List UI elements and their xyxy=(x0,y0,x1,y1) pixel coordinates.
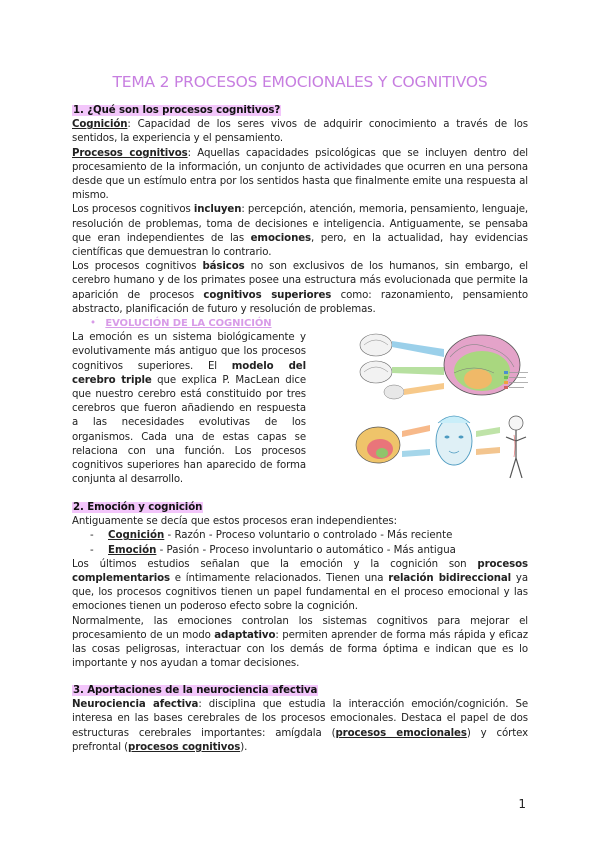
paragraph-neurociencia: Neurociencia afectiva: disciplina que estudia la interacción emoción/cognición. Se interesa en las bases cerebrales de los procesos emocionales. Destaca el papel de dos estructuras cerebrales importantes: amígdala (procesos emocionales) y córtex prefrontal (procesos cognitivos). xyxy=(72,699,529,753)
bullet-evolucion: • EVOLUCIÓN DE LA COGNICIÓN xyxy=(90,318,272,330)
paragraph-evolucion: La emoción es un sistema biológicamente y evolutivamente más antiguo que los procesos cognitivos superiores. El modelo del cerebro triple que explica P. MacLean dice que nuestro cerebro está constituido por tres cerebros que fueron añadiendo en respuesta a las necesidades evolutivas de los organismos. Cada una de estas capas se relaciona con una función. Los procesos cognitivos superiores han aparecido de forma conjunta al desarrollo. xyxy=(72,332,306,486)
page-number: 1 xyxy=(518,797,526,811)
paragraph-complementarios: Los últimos estudios señalan que la emoción y la cognición son procesos complementarios e íntimamente relacionados. Tienen una relación bidireccional ya que, los procesos cognitivos tienen un papel fundamental en el proceso emocional y las emociones tienen un poderoso efecto sobre la cognición. xyxy=(72,558,528,613)
head-outline xyxy=(436,416,472,465)
section-1-heading: 1. ¿Qué son los procesos cognitivos? xyxy=(73,105,281,116)
paragraph-cognicion: Cognición: Capacidad de los seres vivos de adquirir conocimiento a través de los sentidos, la experiencia y el pensamiento. xyxy=(72,119,528,145)
document-title: TEMA 2 PROCESOS EMOCIONALES Y COGNITIVOS xyxy=(112,73,488,91)
body-figure xyxy=(476,416,526,478)
paragraph-antiguamente: Antiguamente se decía que estos procesos eran independientes: xyxy=(72,516,397,528)
list-item-emocion: - Emoción - Pasión - Proceso involuntario o automático - Más antigua xyxy=(90,544,456,556)
list-item-cognicion: - Cognición - Razón - Proceso voluntario o controlado - Más reciente xyxy=(90,530,453,542)
sagittal-brain xyxy=(356,427,400,463)
paragraph-basicos: Los procesos cognitivos básicos no son exclusivos de los humanos, sin embargo, el cerebro humano y de los primates posee una estructura más evolucionada que permite la aparición de procesos cognitivos superiores como: razonamiento, pensamiento abstracto, planificación de futuro y resolución de problemas. xyxy=(72,261,529,315)
paragraph-procesos-cognitivos: Procesos cognitivos: Aquellas capacidades psicológicas que se incluyen dentro del procesamiento de la información, un conjunto de actividades que ocurren en una persona desde que un estímulo entra por los sentidos hasta que finalmente emite una respuesta al mismo. xyxy=(72,147,528,202)
paragraph-incluyen: Los procesos cognitivos incluyen: percepción, atención, memoria, pensamiento, lenguaje, resolución de problemas, toma de decisiones e inteligencia. Antiguamente, se pensaba que eran independientes de las emociones, pero, en la actualidad, hay evidencias científicas que demuestran lo contrario. xyxy=(72,204,529,259)
side-arrows xyxy=(402,425,430,457)
section-3 xyxy=(72,684,528,755)
main-brain xyxy=(444,335,520,395)
paragraph-adaptativo: Normalmente, las emociones controlan los sistemas cognitivos para mejorar el procesamiento de un modo adaptativo: permiten aprender de forma más rápida y eficaz las cosas peligrosas, interactuar con los demás de forma óptima e indican que es lo importante y nos ayudan a tomar decisiones. xyxy=(72,615,529,670)
section-2-heading: 2. Emoción y cognición xyxy=(73,502,203,513)
triune-brain-illustration xyxy=(354,327,534,485)
comparison-list xyxy=(72,529,528,557)
section-2 xyxy=(72,501,528,671)
section-3-heading: 3. Aportaciones de la neurociencia afectiva xyxy=(73,685,318,696)
